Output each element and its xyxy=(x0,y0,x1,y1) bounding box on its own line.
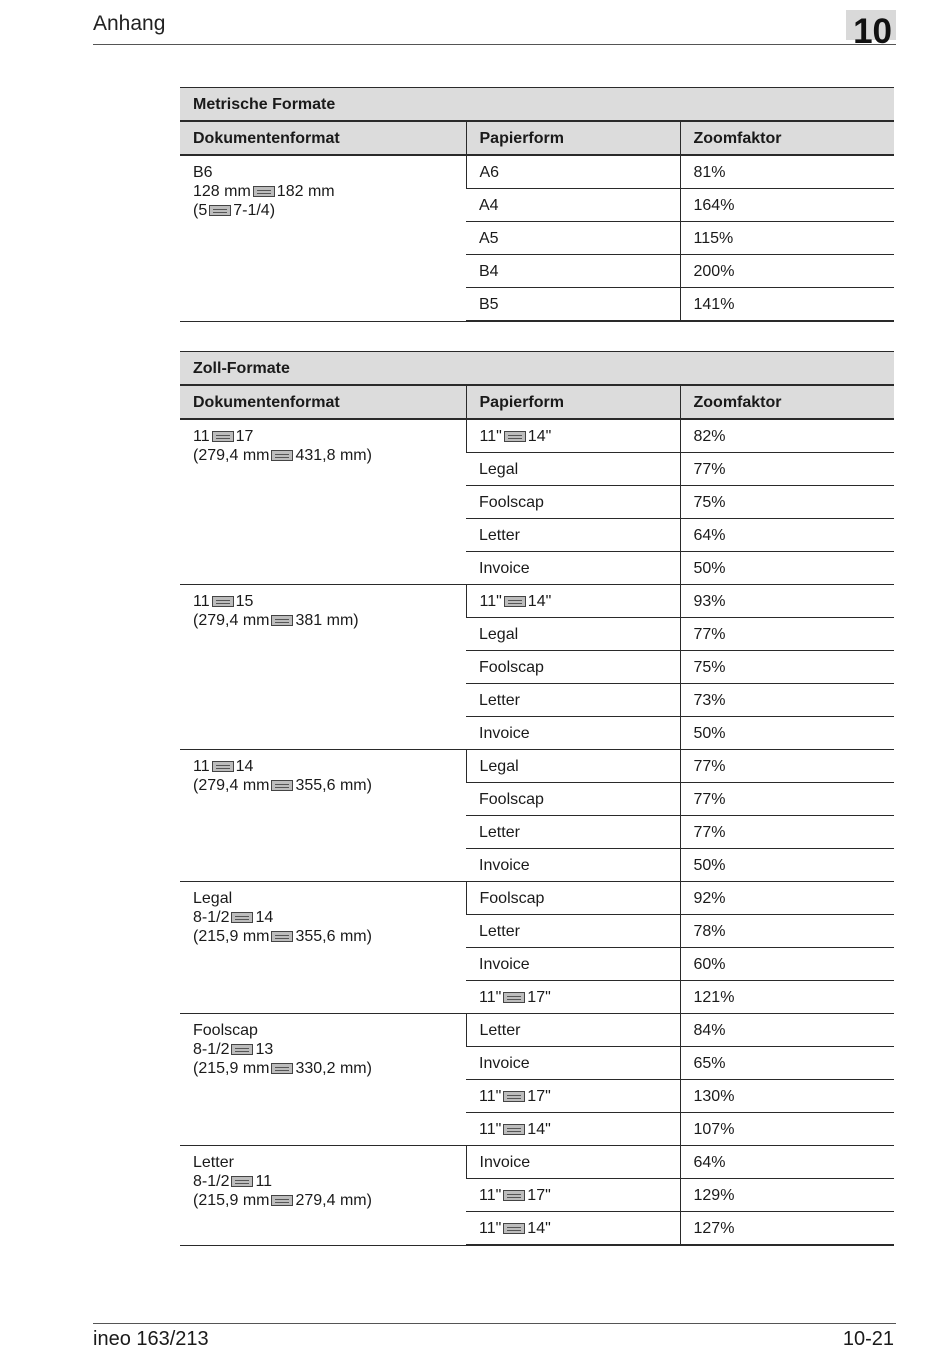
format-separator-icon xyxy=(504,431,526,442)
cell-text: 11 xyxy=(193,758,210,775)
cell-text: Invoice xyxy=(479,856,530,874)
cell-text: Foolscap xyxy=(479,493,544,511)
format-separator-icon xyxy=(271,1195,293,1206)
cell-text: 14" xyxy=(527,592,552,610)
paper-form-cell xyxy=(466,816,680,849)
document-format-line xyxy=(193,182,453,201)
zoom-factor-cell: 60% xyxy=(680,948,894,981)
cell-text: (215,9 mm xyxy=(193,928,270,945)
cell-text: Letter xyxy=(479,526,520,544)
cell-text: 17" xyxy=(527,1087,551,1105)
chapter-badge xyxy=(846,10,896,51)
paper-form-cell xyxy=(466,750,680,783)
document-format-line xyxy=(193,908,453,927)
header-rule xyxy=(93,44,896,45)
document-format-cell xyxy=(180,1146,466,1246)
paper-form-cell xyxy=(466,948,680,981)
cell-text: Invoice xyxy=(479,955,530,973)
column-header-paper-form: Papierform xyxy=(466,385,680,419)
product-name: ineo 163/213 xyxy=(93,1328,209,1350)
format-separator-icon xyxy=(212,431,234,442)
zoom-factor-cell: 64% xyxy=(680,519,894,552)
cell-text: 14" xyxy=(527,1120,551,1138)
column-header-document-format: Dokumentenformat xyxy=(180,385,466,419)
format-separator-icon xyxy=(503,1190,525,1201)
cell-text: Letter xyxy=(479,1021,521,1039)
paper-form-cell xyxy=(466,981,680,1014)
paper-form-cell xyxy=(466,486,680,519)
table-row xyxy=(180,1014,894,1047)
document-format-line xyxy=(193,611,453,630)
page-number: 10-21 xyxy=(842,1328,894,1350)
paper-form-cell xyxy=(466,651,680,684)
document-format-cell xyxy=(180,1014,466,1146)
table-row xyxy=(180,419,894,453)
cell-text: 11 xyxy=(193,428,210,445)
format-separator-icon xyxy=(253,186,275,197)
zoom-factor-cell: 127% xyxy=(680,1212,894,1246)
format-separator-icon xyxy=(212,596,234,607)
format-separator-icon xyxy=(212,761,234,772)
document-format-cell xyxy=(180,155,466,321)
cell-text: (279,4 mm xyxy=(193,447,270,464)
paper-form-cell xyxy=(466,1212,680,1246)
cell-text: Letter xyxy=(479,823,520,841)
cell-text: 11" xyxy=(479,1087,502,1105)
table-row xyxy=(180,155,894,189)
cell-text: 11" xyxy=(479,988,502,1006)
document-format-line xyxy=(193,1040,453,1059)
cell-text: B6 xyxy=(193,164,213,181)
document-format-cell xyxy=(180,882,466,1014)
paper-form-cell xyxy=(466,288,680,322)
cell-text: Foolscap xyxy=(193,1022,258,1039)
document-format-cell xyxy=(180,585,466,750)
cell-text: 7-1/4) xyxy=(233,202,276,219)
cell-text: 355,6 mm) xyxy=(295,777,372,794)
cell-text: B5 xyxy=(479,295,499,313)
cell-text: 128 mm xyxy=(193,183,251,200)
cell-text: (5 xyxy=(193,202,208,219)
paper-form-cell xyxy=(466,684,680,717)
zoom-factor-cell: 93% xyxy=(680,585,894,618)
paper-form-cell xyxy=(466,552,680,585)
cell-text: 15 xyxy=(235,593,254,610)
zoom-factor-cell: 121% xyxy=(680,981,894,1014)
cell-text: 330,2 mm) xyxy=(295,1060,372,1077)
table-row xyxy=(180,585,894,618)
cell-text: B4 xyxy=(479,262,499,280)
cell-text: 17 xyxy=(235,428,254,445)
document-format-line xyxy=(193,1153,453,1172)
cell-text: 11" xyxy=(479,592,502,610)
cell-text: Foolscap xyxy=(479,790,544,808)
cell-text: Invoice xyxy=(479,1153,531,1171)
cell-text: 8-1/2 xyxy=(193,1041,230,1058)
cell-text: 11" xyxy=(479,427,502,445)
zoom-factor-cell: 77% xyxy=(680,783,894,816)
cell-text: 8-1/2 xyxy=(193,1173,230,1190)
paper-form-cell xyxy=(466,419,680,453)
format-separator-icon xyxy=(271,931,293,942)
paper-form-cell xyxy=(466,1146,680,1179)
format-separator-icon xyxy=(209,205,231,216)
paper-form-cell xyxy=(466,189,680,222)
paper-form-cell xyxy=(466,717,680,750)
zoom-factor-cell: 115% xyxy=(680,222,894,255)
column-header-zoom-factor: Zoomfaktor xyxy=(680,385,894,419)
cell-text: 11" xyxy=(479,1219,502,1237)
format-separator-icon xyxy=(231,1176,253,1187)
cell-text: 14 xyxy=(235,758,254,775)
zoom-factor-cell: 81% xyxy=(680,155,894,189)
paper-form-cell xyxy=(466,1179,680,1212)
paper-form-cell xyxy=(466,519,680,552)
column-header-document-format: Dokumentenformat xyxy=(180,121,466,155)
format-separator-icon xyxy=(504,596,526,607)
paper-form-cell xyxy=(466,1113,680,1146)
cell-text: 182 mm xyxy=(276,183,335,200)
zoom-factor-cell: 77% xyxy=(680,750,894,783)
table-row xyxy=(180,750,894,783)
cell-text: A6 xyxy=(479,163,500,181)
cell-text: Invoice xyxy=(479,1054,530,1072)
cell-text: A5 xyxy=(479,229,499,247)
paper-form-cell xyxy=(466,222,680,255)
format-separator-icon xyxy=(503,1223,525,1234)
format-separator-icon xyxy=(271,615,293,626)
paper-form-cell xyxy=(466,585,680,618)
cell-text: Letter xyxy=(479,922,520,940)
zoom-factor-cell: 82% xyxy=(680,419,894,453)
cell-text: (215,9 mm xyxy=(193,1060,270,1077)
document-format-line xyxy=(193,1059,453,1078)
footer-rule xyxy=(93,1323,896,1324)
cell-text: 14" xyxy=(527,1219,551,1237)
format-separator-icon xyxy=(271,450,293,461)
cell-text: Invoice xyxy=(479,724,530,742)
cell-text: Legal xyxy=(479,460,519,478)
format-separator-icon xyxy=(231,1044,253,1055)
table-row xyxy=(180,1146,894,1179)
document-format-line xyxy=(193,889,453,908)
inch-formats-table xyxy=(180,351,894,1246)
cell-text: Legal xyxy=(479,625,519,643)
column-header-zoom-factor: Zoomfaktor xyxy=(680,121,894,155)
cell-text: 381 mm) xyxy=(295,612,359,629)
paper-form-cell xyxy=(466,1080,680,1113)
document-format-line xyxy=(193,446,453,465)
format-separator-icon xyxy=(503,1091,525,1102)
zoom-factor-cell: 200% xyxy=(680,255,894,288)
paper-form-cell xyxy=(466,618,680,651)
column-header-paper-form: Papierform xyxy=(466,121,680,155)
cell-text: Foolscap xyxy=(479,889,545,907)
cell-text: Legal xyxy=(479,757,519,775)
document-format-cell xyxy=(180,419,466,585)
paper-form-cell xyxy=(466,1047,680,1080)
cell-text: (279,4 mm xyxy=(193,612,270,629)
cell-text: 14 xyxy=(255,909,274,926)
zoom-factor-cell: 92% xyxy=(680,882,894,915)
paper-form-cell xyxy=(466,155,680,189)
zoom-factor-cell: 77% xyxy=(680,453,894,486)
zoom-factor-cell: 50% xyxy=(680,849,894,882)
cell-text: A4 xyxy=(479,196,499,214)
cell-text: 17" xyxy=(527,1186,551,1204)
paper-form-cell xyxy=(466,255,680,288)
cell-text: 355,6 mm) xyxy=(295,928,372,945)
zoom-factor-cell: 50% xyxy=(680,717,894,750)
document-format-line xyxy=(193,776,453,795)
cell-text: (279,4 mm xyxy=(193,777,270,794)
paper-form-cell xyxy=(466,915,680,948)
cell-text: 11 xyxy=(193,593,210,610)
document-format-line xyxy=(193,1191,453,1210)
format-separator-icon xyxy=(503,1124,525,1135)
zoom-factor-cell: 84% xyxy=(680,1014,894,1047)
format-separator-icon xyxy=(271,780,293,791)
paper-form-cell xyxy=(466,849,680,882)
document-format-line xyxy=(193,927,453,946)
paper-form-cell xyxy=(466,453,680,486)
zoom-factor-cell: 78% xyxy=(680,915,894,948)
document-format-cell xyxy=(180,750,466,882)
zoom-factor-cell: 141% xyxy=(680,288,894,322)
format-separator-icon xyxy=(231,912,253,923)
document-format-line xyxy=(193,592,453,611)
cell-text: 279,4 mm) xyxy=(295,1192,372,1209)
zoom-factor-cell: 50% xyxy=(680,552,894,585)
zoom-factor-cell: 77% xyxy=(680,618,894,651)
table-row xyxy=(180,882,894,915)
cell-text: 11" xyxy=(479,1120,502,1138)
document-format-line xyxy=(193,163,453,182)
paper-form-cell xyxy=(466,882,680,915)
zoom-factor-cell: 77% xyxy=(680,816,894,849)
format-separator-icon xyxy=(271,1063,293,1074)
chapter-number: 10 xyxy=(853,12,892,51)
paper-form-cell xyxy=(466,1014,680,1047)
document-format-line xyxy=(193,201,453,220)
cell-text: (215,9 mm xyxy=(193,1192,270,1209)
document-format-line xyxy=(193,1172,453,1191)
format-separator-icon xyxy=(503,992,525,1003)
document-format-line xyxy=(193,757,453,776)
cell-text: Legal xyxy=(193,890,233,907)
cell-text: Foolscap xyxy=(479,658,544,676)
zoom-factor-cell: 164% xyxy=(680,189,894,222)
table-title: Zoll-Formate xyxy=(180,352,894,386)
table-title: Metrische Formate xyxy=(180,88,894,122)
zoom-factor-cell: 75% xyxy=(680,486,894,519)
cell-text: Letter xyxy=(193,1154,234,1171)
zoom-factor-cell: 73% xyxy=(680,684,894,717)
cell-text: 17" xyxy=(527,988,551,1006)
zoom-factor-cell: 75% xyxy=(680,651,894,684)
cell-text: 11" xyxy=(479,1186,502,1204)
cell-text: 431,8 mm) xyxy=(295,447,372,464)
document-format-line xyxy=(193,1021,453,1040)
cell-text: Letter xyxy=(479,691,520,709)
zoom-factor-cell: 107% xyxy=(680,1113,894,1146)
cell-text: 8-1/2 xyxy=(193,909,230,926)
cell-text: 14" xyxy=(527,427,552,445)
zoom-factor-cell: 129% xyxy=(680,1179,894,1212)
cell-text: 13 xyxy=(255,1041,274,1058)
paper-form-cell xyxy=(466,783,680,816)
document-format-line xyxy=(193,427,453,446)
metric-formats-table xyxy=(180,87,894,322)
section-title: Anhang xyxy=(93,12,166,35)
cell-text: 11 xyxy=(255,1173,273,1190)
zoom-factor-cell: 64% xyxy=(680,1146,894,1179)
cell-text: Invoice xyxy=(479,559,530,577)
zoom-factor-cell: 65% xyxy=(680,1047,894,1080)
zoom-factor-cell: 130% xyxy=(680,1080,894,1113)
